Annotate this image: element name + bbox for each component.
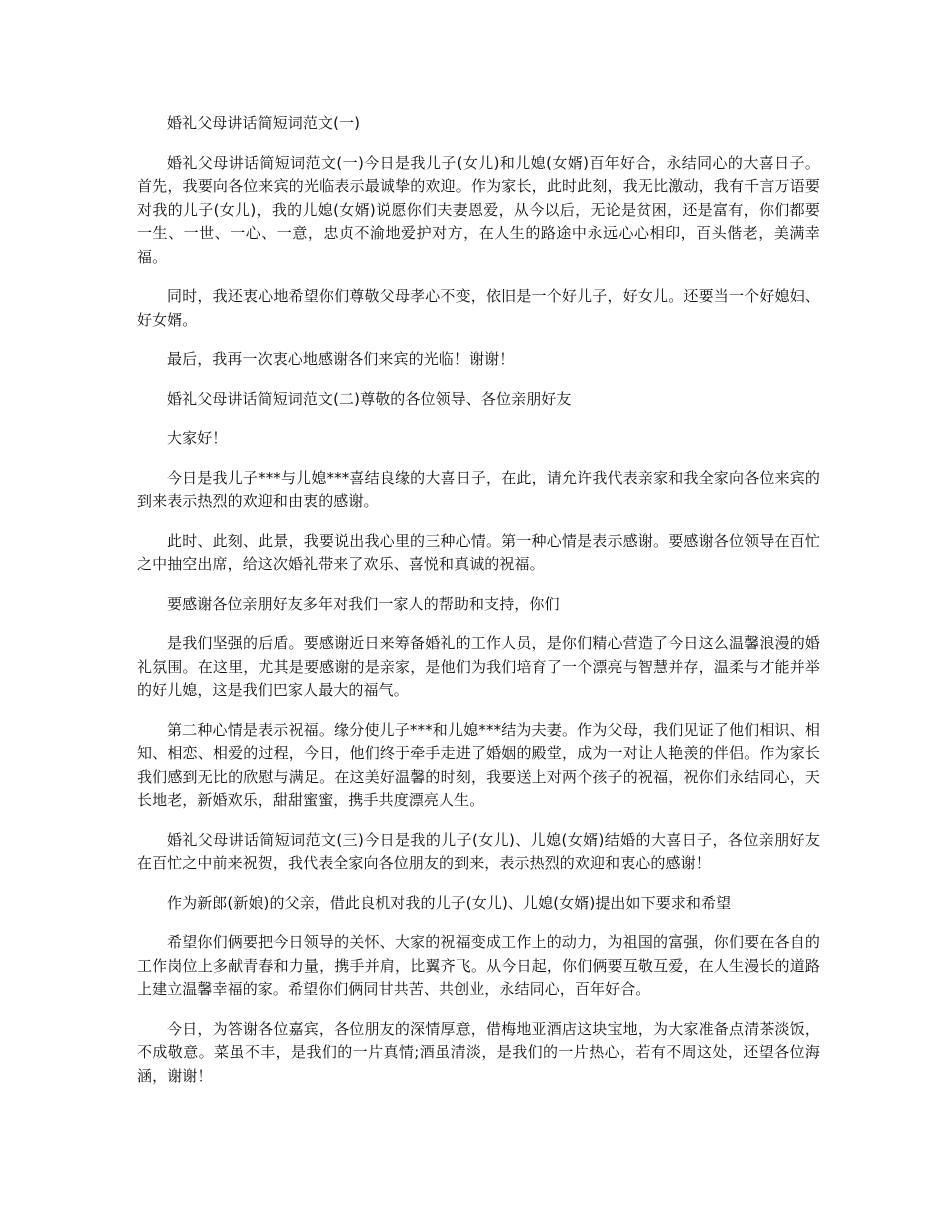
paragraph-8: 要感谢各位亲朋好友多年对我们一家人的帮助和支持，你们: [167, 594, 560, 613]
section-paragraph-3: 婚礼父母讲话简短词范文(三)今日是我的儿子(女儿)、儿媳(女婿)结婚的大喜日子，各位亲朋好友在百忙之中前来祝贺，我代表全家向各位朋友的到来，表示热烈的欢迎和衷心的感谢！: [137, 830, 820, 872]
paragraph-1: 婚礼父母讲话简短词范文(一)今日是我儿子(女儿)和儿媳(女婿)百年好合，永结同心的大喜日子。首先，我要向各位来宾的光临表示最诚挚的欢迎。作为家长，此时此刻，我无比激动，我有千言万语要对我的儿子(女儿)，我的儿媳(女婿)说愿你们夫妻恩爱，从今以后，无论是贫困，还是富有，你们都要一生、一世、一心、一意，忠贞不渝地爱护对方，在人生的路途中永远心心相印，百头偕老，美满幸福。: [137, 153, 820, 266]
paragraph-6: 今日是我儿子***与儿媳***喜结良缘的大喜日子，在此，请允许我代表亲家和我全家向各位来宾的到来表示热烈的欢迎和由衷的感谢。: [137, 468, 820, 510]
paragraph-13: 希望你们俩要把今日领导的关怀、大家的祝福变成工作上的动力，为祖国的富强，你们要在各自的工作岗位上多献青春和力量，携手并肩，比翼齐飞。从今日起，你们俩要互敬互爱，在人生漫长的道路上建立温馨幸福的家。希望你们俩同甘共苦、共创业，永结同心，百年好合。: [137, 933, 820, 998]
paragraph-9: 是我们坚强的后盾。要感谢近日来筹备婚礼的工作人员，是你们精心营造了今日这么温馨浪漫的婚礼氛围。在这里，尤其是要感谢的是亲家，是他们为我们培育了一个漂亮与智慧并存，温柔与才能并举的好儿媳，这是我们巴家人最大的福气。: [137, 634, 820, 699]
paragraph-3: 最后，我再一次衷心地感谢各们来宾的光临！谢谢！: [167, 350, 515, 368]
paragraph-14: 今日，为答谢各位嘉宾，各位朋友的深情厚意，借梅地亚酒店这块宝地，为大家准备点清茶淡饭，不成敬意。菜虽不丰，是我们的一片真情;酒虽清淡，是我们的一片热心，若有不周这处，还望各位海涵，谢谢！: [137, 1019, 820, 1085]
greeting: 大家好！: [167, 429, 228, 447]
paragraph-2: 同时，我还衷心地希望你们尊敬父母孝心不变，依旧是一个好儿子，好女儿。还要当一个好媳妇、好女婿。: [137, 287, 820, 329]
section-heading-2: 婚礼父母讲话简短词范文(二)尊敬的各位领导、各位亲朋好友: [167, 389, 572, 408]
document-title: 婚礼父母讲话简短词范文(一): [167, 114, 361, 132]
document-body: [137, 112, 820, 1104]
paragraph-12: 作为新郎(新娘)的父亲，借此良机对我的儿子(女儿)、儿媳(女婿)提出如下要求和希望: [167, 893, 732, 912]
paragraph-10: 第二种心情是表示祝福。缘分使儿子***和儿媳***结为夫妻。作为父母，我们见证了他们相识、相知、相恋、相爱的过程，今日，他们终于牵手走进了婚姻的殿堂，成为一对让人艳羡的伴侣。作为家长我们感到无比的欣慰与满足。在这美好温馨的时刻，我要送上对两个孩子的祝福，祝你们永结同心，天长地老，新婚欢乐，甜甜蜜蜜，携手共度漂亮人生。: [137, 720, 820, 809]
paragraph-7: 此时、此刻、此景，我要说出我心里的三种心情。第一种心情是表示感谢。要感谢各位领导在百忙之中抽空出席，给这次婚礼带来了欢乐、喜悦和真诚的祝福。: [137, 531, 820, 573]
